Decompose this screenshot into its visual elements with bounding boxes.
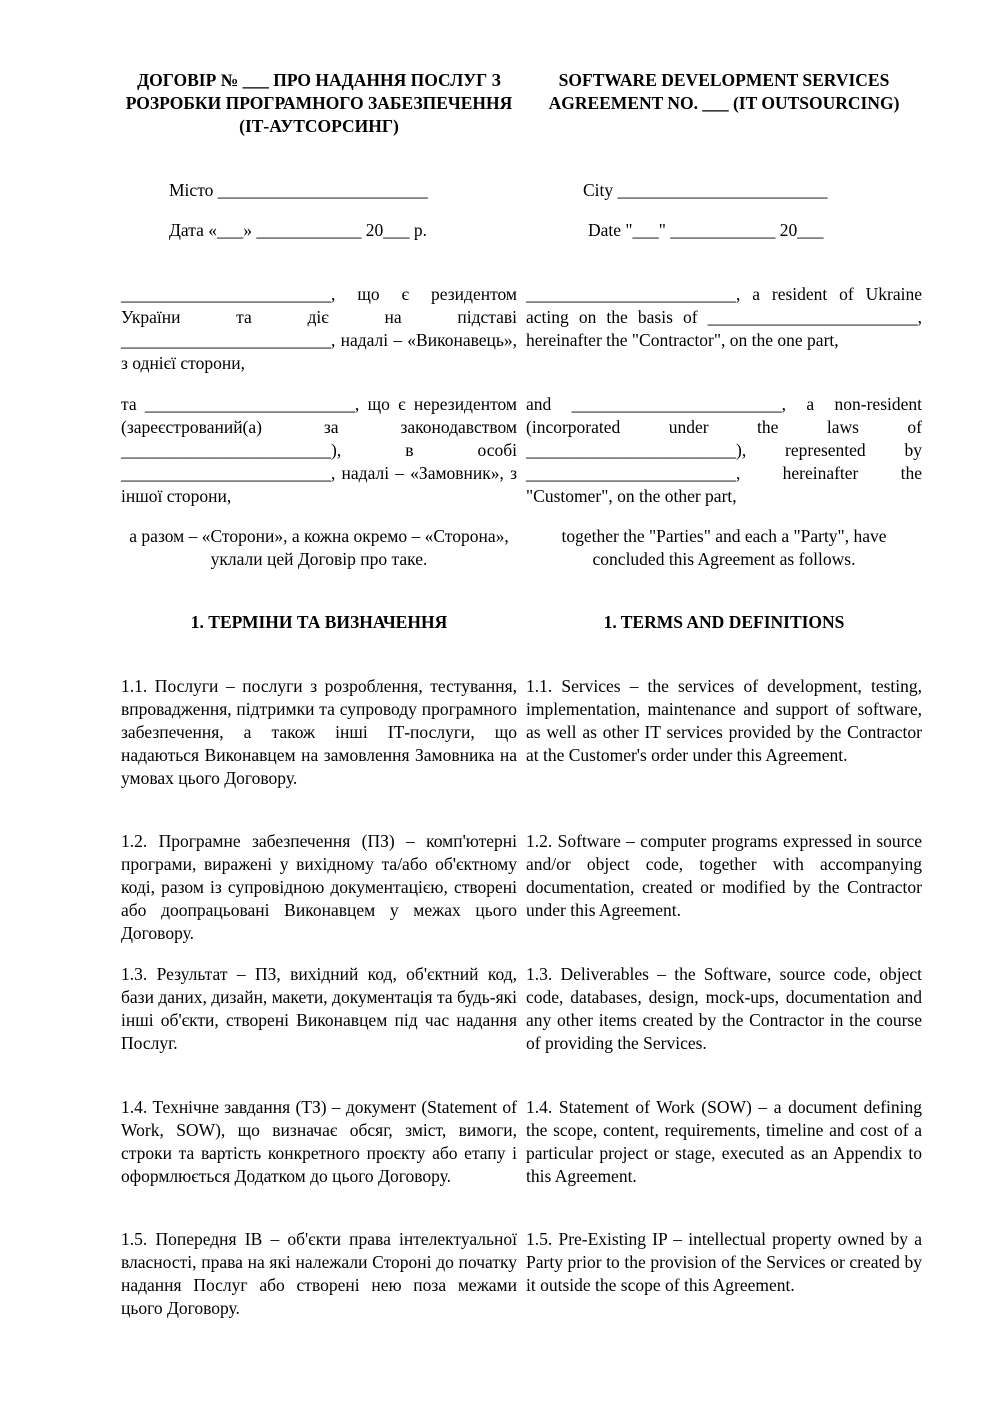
date-en: Date "___" ____________ 20___ [588, 220, 824, 240]
clause-1-1-en: 1.1. Services – the services of development, testing, implementation, maintenance and support of software, as well as other IT services provided by the Contractor at the Customer's order under this Agreement. [526, 676, 922, 765]
city-en: City ________________________ [583, 180, 828, 200]
customer-paragraph-en: and ________________________, a non-resident (incorporated under the laws of ________________________), represented by ________________________, hereinafter the "Customer", on the other part, [526, 394, 922, 506]
clause-1-5-en: 1.5. Pre-Existing IP – intellectual property owned by a Party prior to the provision of the Services or created by it outside the scope of this Agreement. [526, 1229, 922, 1295]
customer-paragraph-uk: та ________________________, що є нерезидентом (зареєстрований(а) за законодавством ________________________), в особі ________________________, надалі – «Замовник», з іншої сторони, [121, 394, 517, 506]
section-heading-en: 1. TERMS AND DEFINITIONS [603, 612, 845, 632]
clause-1-2-en: 1.2. Software – computer programs expressed in source and/or object code, together with accompanying documentation, created or modified by the Contractor under this Agreement. [526, 831, 922, 920]
section-heading-uk: 1. ТЕРМІНИ ТА ВИЗНАЧЕННЯ [190, 612, 448, 632]
clause-1-3-uk: 1.3. Результат – ПЗ, вихідний код, об'єктний код, бази даних, дизайн, макети, документація та будь-які інші об'єкти, створені Виконавцем під час надання Послуг. [121, 964, 517, 1053]
clause-1-4-uk: 1.4. Технічне завдання (ТЗ) – документ (Statement of Work, SOW), що визначає обсяг, зміст, вимоги, строки та вартість конкретного проєкту або етапу і оформлюється Додатком до цього Договору. [121, 1097, 517, 1186]
clause-1-4-en: 1.4. Statement of Work (SOW) – a document defining the scope, content, requirements, timeline and cost of a particular project or stage, executed as an Appendix to this Agreement. [526, 1097, 922, 1186]
together-paragraph-en: together the "Parties" and each a "Party", have concluded this Agreement as follows. [561, 526, 887, 569]
title-uk: ДОГОВІР № ___ ПРО НАДАННЯ ПОСЛУГ З РОЗРОБКИ ПРОГРАМНОГО ЗАБЕЗПЕЧЕННЯ (ІТ-АУТСОРСИНГ) [125, 70, 513, 136]
together-paragraph-uk: а разом – «Сторони», а кожна окремо – «Сторона», уклали цей Договір про таке. [129, 526, 509, 569]
clause-1-5-uk: 1.5. Попередня ІВ – об'єкти права інтелектуальної власності, права на які належали Стороні до початку надання Послуг або створені нею поза межами цього Договору. [121, 1229, 517, 1318]
contractor-paragraph-en: ________________________, a resident of Ukraine acting on the basis of ________________________, hereinafter the "Contractor", on the one part, [526, 284, 922, 350]
contractor-paragraph-uk: ________________________, що є резидентом України та діє на підставі ________________________, надалі – «Виконавець», з однієї сторони, [121, 284, 517, 373]
title-en: SOFTWARE DEVELOPMENT SERVICES AGREEMENT NO. ___ (IT OUTSOURCING) [548, 70, 900, 113]
clause-1-1-uk: 1.1. Послуги – послуги з розроблення, тестування, впровадження, підтримки та супроводу програмного забезпечення, а також інші ІТ-послуги, що надаються Виконавцем на замовлення Замовника на умовах цього Договору. [121, 676, 517, 788]
clause-1-3-en: 1.3. Deliverables – the Software, source code, object code, databases, design, mock-ups, documentation and any other items created by the Contractor in the course of providing the Services. [526, 964, 922, 1053]
clause-1-2-uk: 1.2. Програмне забезпечення (ПЗ) – комп'ютерні програми, виражені у вихідному та/або об'єктному коді, разом із супровідною документацією, створені або доопрацьовані Виконавцем у межах цього Договору. [121, 831, 517, 943]
city-uk: Місто ________________________ [169, 180, 428, 200]
date-uk: Дата «___» ____________ 20___ р. [169, 220, 428, 240]
